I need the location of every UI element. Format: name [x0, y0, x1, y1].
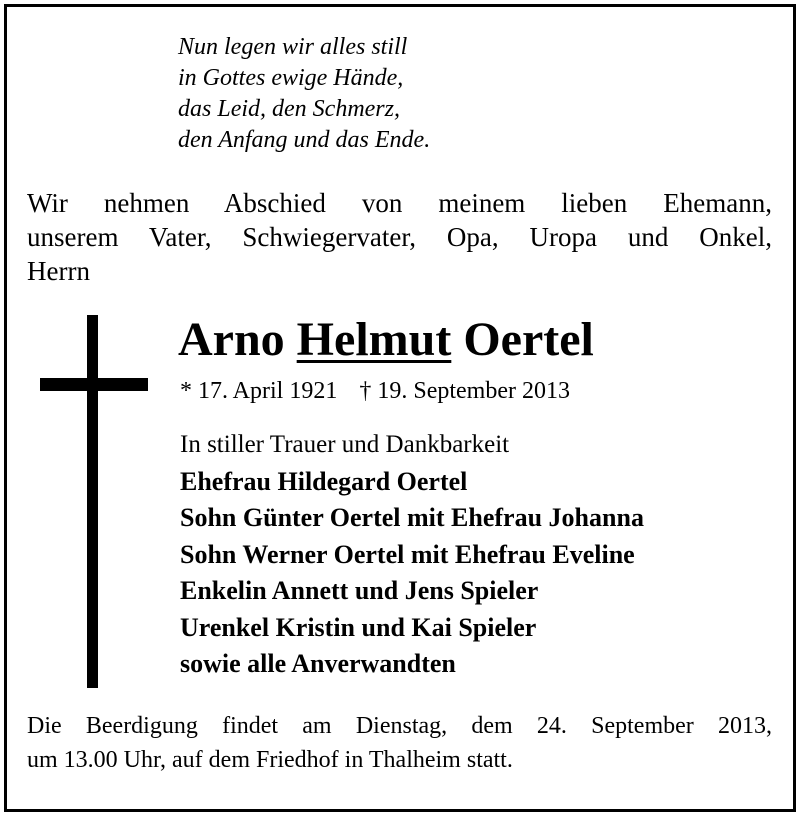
poem-line: in Gottes ewige Hände, — [178, 65, 404, 91]
last-name: Oertel — [463, 313, 594, 366]
poem-verse — [178, 32, 430, 156]
intro-text — [27, 186, 772, 288]
poem-line: das Leid, den Schmerz, — [178, 96, 400, 122]
mourner-entry: Sohn Werner Oertel mit Ehefrau Eveline — [180, 539, 635, 569]
intro-line: Wir nehmen Abschied von meinem lieben Ehemann, — [27, 188, 772, 218]
mourners-list — [180, 427, 644, 683]
deceased-name — [178, 312, 594, 368]
poem-line: den Anfang und das Ende. — [178, 127, 431, 153]
mourner-entry: Sohn Günter Oertel mit Ehefrau Johanna — [180, 503, 644, 532]
funeral-line: um 13.00 Uhr, auf dem Friedhof in Thalheim statt. — [27, 747, 513, 773]
mourner-entry: Ehefrau Hildegard Oertel — [180, 466, 468, 496]
mourner-entry: Urenkel Kristin und Kai Spieler — [180, 612, 537, 642]
middle-name: Helmut — [296, 313, 452, 366]
poem-line: Nun legen wir alles still — [178, 34, 408, 60]
death-date: † 19. September 2013 — [359, 378, 570, 404]
first-name: Arno — [178, 313, 285, 366]
life-dates — [180, 376, 570, 406]
birth-date: * 17. April 1921 — [180, 378, 338, 404]
mourners-lead: In stiller Trauer und Dankbarkeit — [180, 431, 510, 458]
intro-line: unserem Vater, Schwiegervater, Opa, Uropa und Onkel, — [27, 222, 772, 252]
intro-line: Herrn — [27, 256, 90, 286]
mourner-entry: sowie alle Anverwandten — [180, 649, 456, 678]
cross-icon-bar — [40, 378, 148, 391]
mourner-entry: Enkelin Annett und Jens Spieler — [180, 576, 539, 605]
funeral-line: Die Beerdigung findet am Dienstag, dem 24. September 2013, — [27, 713, 772, 739]
funeral-info — [27, 709, 772, 777]
cross-icon — [87, 315, 98, 688]
